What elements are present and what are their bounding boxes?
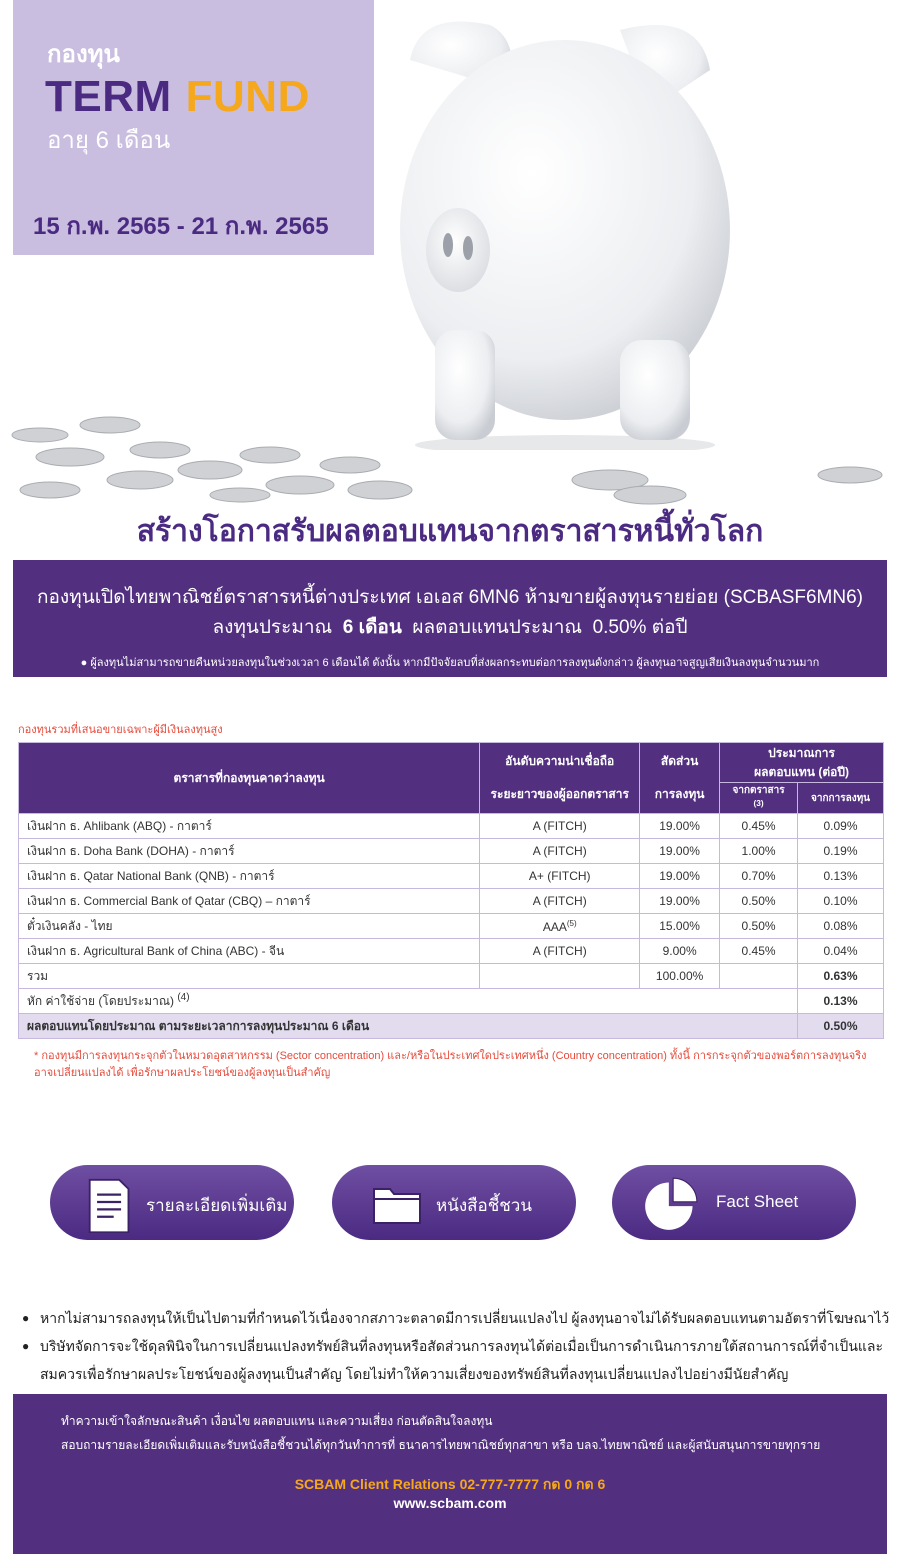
portfolio-table [18, 742, 884, 1039]
header-rating-line1: อันดับความน่าเชื่อถือ [505, 754, 615, 769]
instrument-return-cell-text: 1.00% [741, 844, 776, 859]
instrument-cell-text: ตั๋วเงินคลัง - ไทย [27, 918, 113, 933]
details-label: รายละเอียดเพิ่มเติม [146, 1196, 288, 1215]
share-cell [640, 939, 720, 964]
table-body [19, 814, 884, 964]
header-share-line2: การลงทุน [654, 787, 705, 802]
rating-cell [480, 939, 640, 964]
total-empty [480, 964, 640, 989]
factsheet-button[interactable] [612, 1165, 856, 1240]
table-row [19, 864, 884, 889]
share-cell-text: 19.00% [659, 844, 700, 859]
share-cell-text: 19.00% [659, 894, 700, 909]
invest-return-cell-text: 0.04% [823, 944, 858, 959]
total-empty-2 [720, 964, 798, 989]
fund-return-line [13, 612, 887, 642]
instrument-cell [19, 939, 480, 964]
share-cell-text: 19.00% [659, 869, 700, 884]
rating-cell-text: A (FITCH) [532, 894, 587, 909]
expense-label [19, 989, 798, 1014]
invest-duration: 6 เดือน [342, 617, 402, 638]
instrument-return-cell-text: 0.70% [741, 869, 776, 884]
share-cell-text: 15.00% [659, 919, 700, 934]
share-cell [640, 814, 720, 839]
header-return-line1: ประมาณการ [768, 745, 835, 760]
instrument-cell-text: เงินฝาก ธ. Ahlibank (ABQ) - กาตาร์ [27, 818, 212, 833]
instrument-return-cell [720, 839, 798, 864]
instrument-return-cell-text: 0.50% [741, 894, 776, 909]
instrument-cell-text: เงินฝาก ธ. Commercial Bank of Qatar (CBQ) – กาตาร์ [27, 893, 311, 908]
share-cell [640, 889, 720, 914]
instrument-cell-text: เงินฝาก ธ. Agricultural Bank of China (ABC) - จีน [27, 943, 285, 958]
table-row [19, 914, 884, 939]
disclaimer-bullets [22, 1304, 892, 1388]
return-label: ผลตอบแทนประมาณ [412, 617, 583, 638]
table-row [19, 814, 884, 839]
document-icon [86, 1171, 134, 1233]
share-cell [640, 864, 720, 889]
instrument-cell [19, 889, 480, 914]
instrument-return-cell [720, 889, 798, 914]
table-row [19, 939, 884, 964]
header-from-invest: จากการลงทุน [798, 783, 884, 814]
invest-return-cell [798, 864, 884, 889]
rating-cell-text: A+ (FITCH) [528, 869, 591, 884]
prospectus-button[interactable] [332, 1165, 576, 1240]
risk-warning: ● ผู้ลงทุนไม่สามารถขายคืนหน่วยลงทุนในช่วงเวลา 6 เดือนได้ ดังนั้น หากมีปัจจัยลบที่ส่งผลกระทบต่อการลงทุนดังกล่าว ผู้ลงทุนอาจสูญเสียเงินลงทุนจำนวนมาก [80, 657, 820, 669]
fund-label: กองทุน [47, 41, 120, 68]
instrument-cell [19, 914, 480, 939]
title-box [13, 0, 374, 255]
instrument-return-cell [720, 939, 798, 964]
header-from-instrument [720, 783, 798, 814]
piggy-bank-image [380, 0, 740, 450]
instrument-cell [19, 839, 480, 864]
instrument-return-cell [720, 864, 798, 889]
header-share [640, 743, 720, 814]
header-share-line1: สัดส่วน [660, 754, 699, 769]
rating-cell [480, 814, 640, 839]
share-cell-text: 19.00% [659, 819, 700, 834]
invest-label: ลงทุนประมาณ [212, 617, 333, 638]
final-return-value: 0.50% [798, 1014, 884, 1039]
client-relations-phone[interactable]: SCBAM Client Relations 02-777-7777 กด 0 กด 6 [294, 1476, 606, 1492]
coins-image [0, 395, 900, 505]
pie-chart-icon [642, 1176, 700, 1232]
expense-value: 0.13% [798, 989, 884, 1014]
fund-title [45, 72, 310, 122]
header-instrument: ตราสารที่กองทุนคาดว่าลงทุน [19, 743, 480, 814]
prospectus-label: หนังสือชี้ชวน [436, 1196, 532, 1215]
fund-word: FUND [185, 72, 310, 121]
header-rating [480, 743, 640, 814]
rating-cell-text: A (FITCH) [532, 844, 587, 859]
factsheet-label: Fact Sheet [716, 1192, 799, 1211]
share-cell [640, 839, 720, 864]
table-note: กองทุนรวมที่เสนอขายเฉพาะผู้มีเงินลงทุนสูง [18, 724, 223, 736]
rating-cell-text: AAA [542, 919, 567, 934]
footer-line-1: ทำความเข้าใจลักษณะสินค้า เงื่อนไข ผลตอบแทน และความเสี่ยง ก่อนตัดสินใจลงทุน [61, 1414, 493, 1428]
concentration-footnote: * กองทุนมีการลงทุนกระจุกตัวในหมวดอุตสาหกรรม (Sector concentration) และ/หรือในประเทศใดประเทศหนึ่ง (Country concentration) ทั้งนี้ การกระจุกตัวของพอร์ตการลงทุนจริงอาจเปลี่ยนแปลงได้ เพื่อรักษาผลประโยชน์ของผู้ลงทุนเป็นสำคัญ [34, 1050, 867, 1079]
instrument-return-cell-text: 0.50% [741, 919, 776, 934]
fund-summary-band [13, 560, 887, 677]
instrument-cell [19, 864, 480, 889]
offering-dates: 15 ก.พ. 2565 - 21 ก.พ. 2565 [33, 213, 329, 240]
invest-return-cell-text: 0.13% [823, 869, 858, 884]
footer-line-2: สอบถามรายละเอียดเพิ่มเติมและรับหนังสือชี้ชวนได้ทุกวันทำการที่ ธนาคารไทยพาณิชย์ทุกสาขา หรือ บลจ.ไทยพาณิชย์ และผู้สนับสนุนการขายทุกราย [61, 1438, 821, 1452]
final-return-label: ผลตอบแทนโดยประมาณ ตามระยะเวลาการลงทุนประมาณ 6 เดือน [19, 1014, 798, 1039]
instrument-cell-text: เงินฝาก ธ. Qatar National Bank (QNB) - กาตาร์ [27, 868, 275, 883]
hero-banner [0, 0, 900, 505]
rating-cell [480, 914, 640, 939]
rating-cell-text: A (FITCH) [532, 944, 587, 959]
share-cell-text: 9.00% [662, 944, 697, 959]
instrument-return-cell [720, 814, 798, 839]
fund-full-name: กองทุนเปิดไทยพาณิชย์ตราสารหนี้ต่างประเทศ เอเอส 6MN6 ห้ามขายผู้ลงทุนรายย่อย (SCBASF6MN6) [36, 587, 863, 608]
expense-label-text: หัก ค่าใช้จ่าย (โดยประมาณ) [27, 993, 174, 1008]
website-link[interactable]: www.scbam.com [393, 1495, 507, 1511]
header-from-instrument-label: จากตราสาร [732, 785, 785, 796]
total-return: 0.63% [798, 964, 884, 989]
header-return-line2: ผลตอบแทน (ต่อปี) [754, 764, 849, 779]
rating-cell [480, 889, 640, 914]
invest-return-cell [798, 889, 884, 914]
instrument-return-cell-text: 0.45% [741, 944, 776, 959]
headline: สร้างโอกาสรับผลตอบแทนจากตราสารหนี้ทั่วโลก [136, 515, 764, 548]
invest-return-cell [798, 839, 884, 864]
rating-cell [480, 839, 640, 864]
total-share: 100.00% [640, 964, 720, 989]
folder-icon [372, 1179, 424, 1231]
rating-cell-text: A (FITCH) [532, 819, 587, 834]
header-rating-line2: ระยะยาวของผู้ออกตราสาร [490, 787, 629, 802]
instrument-cell [19, 814, 480, 839]
invest-return-cell-text: 0.10% [823, 894, 858, 909]
rating-cell [480, 864, 640, 889]
rating-sup: (5) [566, 918, 577, 928]
table-row [19, 839, 884, 864]
invest-return-cell-text: 0.19% [823, 844, 858, 859]
details-button[interactable] [50, 1165, 294, 1240]
expense-sup: (4) [177, 991, 190, 1003]
term-word: TERM [45, 72, 172, 121]
invest-return-cell-text: 0.09% [823, 819, 858, 834]
fund-age: อายุ 6 เดือน [47, 127, 171, 154]
return-rate: 0.50% ต่อปี [592, 617, 688, 638]
header-from-instrument-sup: (3) [753, 798, 764, 808]
instrument-return-cell [720, 914, 798, 939]
invest-return-cell [798, 914, 884, 939]
header-return [720, 743, 884, 783]
instrument-return-cell-text: 0.45% [741, 819, 776, 834]
total-label: รวม [19, 964, 480, 989]
invest-return-cell [798, 814, 884, 839]
share-cell [640, 914, 720, 939]
footer [13, 1394, 887, 1554]
invest-return-cell-text: 0.08% [823, 919, 858, 934]
disclaimer-item: ● หากไม่สามารถลงทุนให้เป็นไปตามที่กำหนดไว้เนื่องจากสภาวะตลาดมีการเปลี่ยนแปลงไป ผู้ลงทุนอาจไม่ได้รับผลตอบแทนตามอัตราที่โฆษณาไว้ [22, 1304, 892, 1332]
disclaimer-item: ● บริษัทจัดการจะใช้ดุลพินิจในการเปลี่ยนแปลงทรัพย์สินที่ลงทุนหรือสัดส่วนการลงทุนได้ต่อเมื่อเป็นการดำเนินการภายใต้สถานการณ์ที่จำเป็นและสมควรเพื่อรักษาผลประโยชน์ของผู้ลงทุนเป็นสำคัญ โดยไม่ทำให้ความเสี่ยงของทรัพย์สินที่ลงทุนเปลี่ยนแปลงไปอย่างมีนัยสำคัญ [22, 1332, 892, 1388]
invest-return-cell [798, 939, 884, 964]
instrument-cell-text: เงินฝาก ธ. Doha Bank (DOHA) - กาตาร์ [27, 843, 235, 858]
table-row [19, 889, 884, 914]
